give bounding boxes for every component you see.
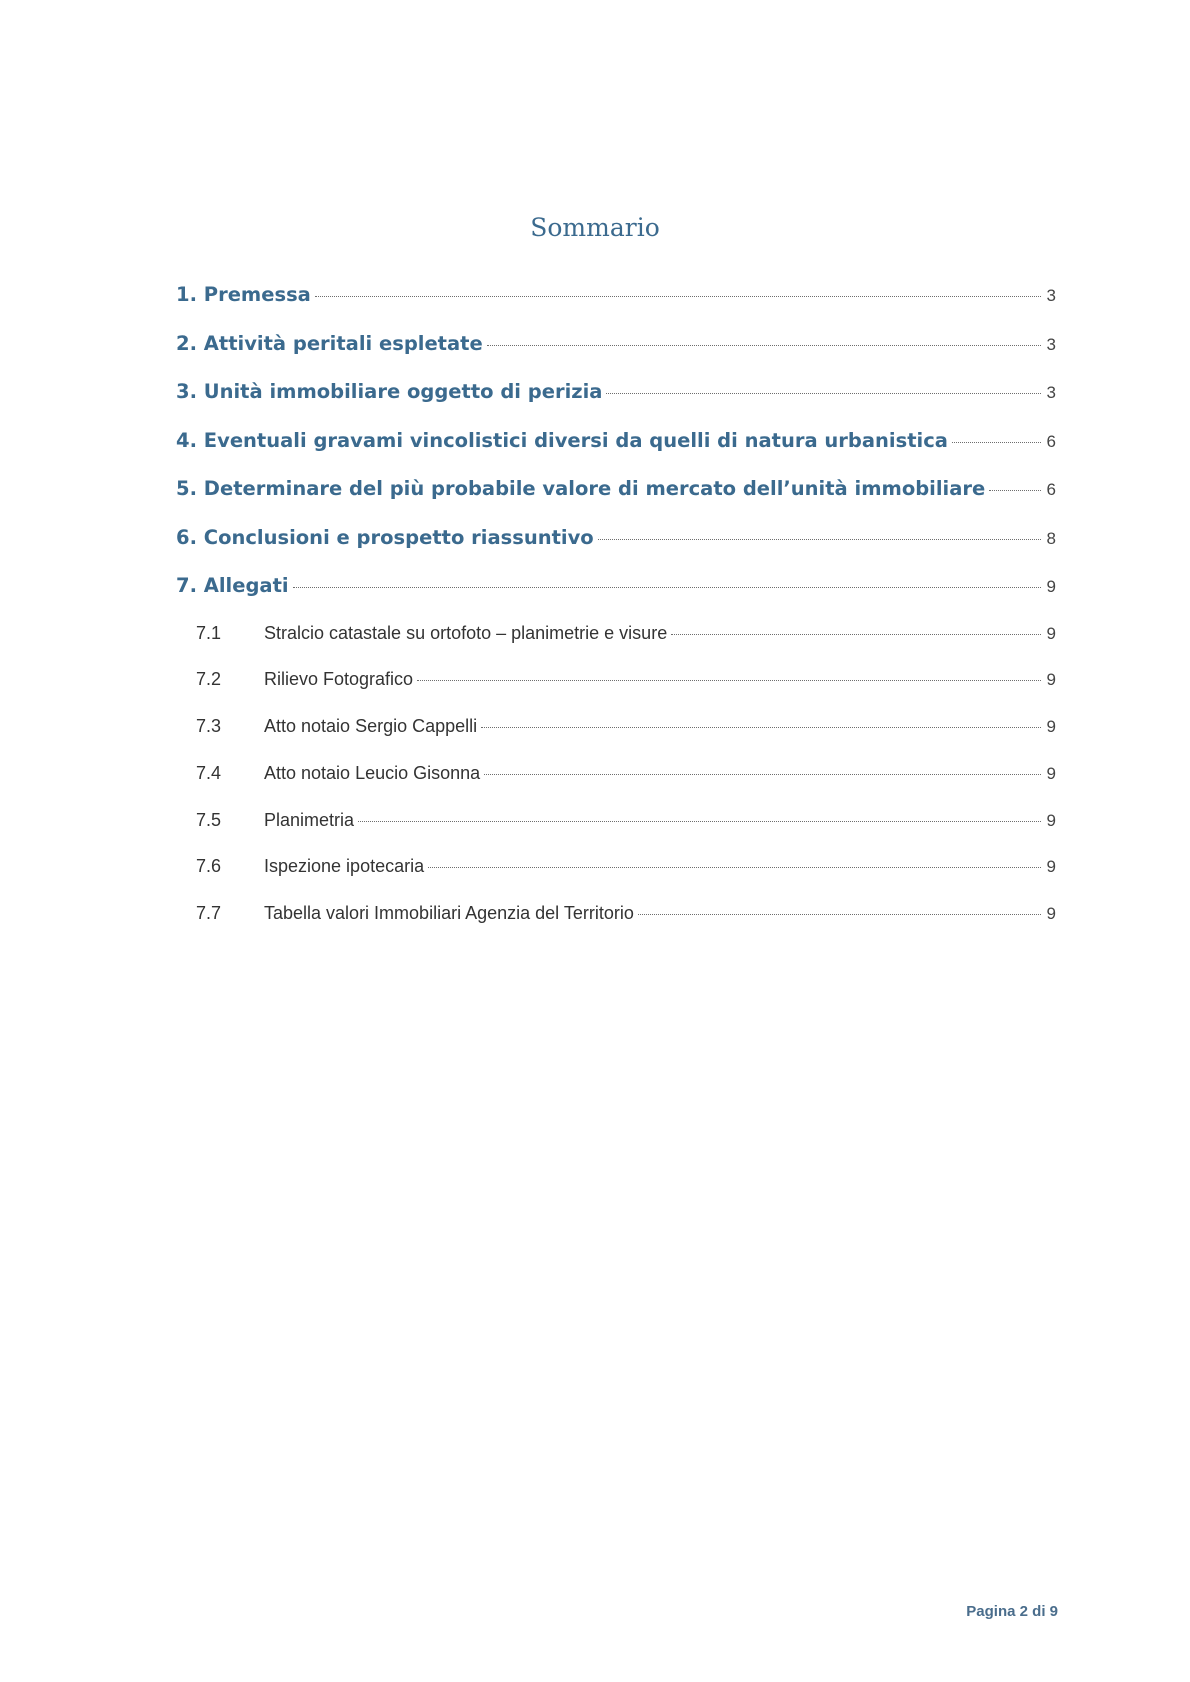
toc-subentry-number: 7.6 xyxy=(196,856,222,877)
dot-leader xyxy=(952,442,1041,443)
toc-subentry-label: Rilievo Fotografico xyxy=(264,669,414,690)
dot-leader xyxy=(428,867,1041,868)
toc-page-number: 3 xyxy=(1046,334,1056,354)
toc-subentry-rilievo-fotografico[interactable] xyxy=(176,669,1056,716)
toc-subentry-label: Atto notaio Leucio Gisonna xyxy=(264,762,481,783)
toc-subentry-label: Planimetria xyxy=(264,809,355,830)
dot-leader xyxy=(606,393,1041,394)
toc-entry-conclusioni[interactable] xyxy=(176,526,1056,575)
toc-entry-label: 6. Conclusioni e prospetto riassuntivo xyxy=(176,525,594,549)
dot-leader xyxy=(315,296,1041,297)
dot-leader xyxy=(598,539,1041,540)
toc-page-number: 8 xyxy=(1046,528,1056,548)
table-of-contents xyxy=(176,283,1056,950)
toc-page-number: 6 xyxy=(1046,480,1056,499)
toc-subentry-tabella-valori[interactable] xyxy=(176,903,1056,950)
toc-subentry-label: Ispezione ipotecaria xyxy=(264,856,425,877)
dot-leader xyxy=(293,587,1041,588)
toc-subentry-label: Atto notaio Sergio Cappelli xyxy=(264,716,478,737)
toc-entry-label: 2. Attività peritali espletate xyxy=(176,331,483,355)
dot-leader xyxy=(671,634,1041,635)
dot-leader xyxy=(638,914,1041,915)
toc-page-number: 3 xyxy=(1046,383,1056,402)
toc-subentry-ispezione-ipotecaria[interactable] xyxy=(176,856,1056,903)
toc-entry-label: 4. Eventuali gravami vincolistici diversi da quelli di natura urbanistica xyxy=(176,428,948,452)
toc-page-number: 9 xyxy=(1046,857,1056,877)
toc-entry-allegati[interactable] xyxy=(176,574,1056,623)
toc-page-number: 9 xyxy=(1046,577,1056,596)
toc-subentry-atto-cappelli[interactable] xyxy=(176,716,1056,763)
toc-entry-label: 7. Allegati xyxy=(176,574,289,597)
toc-page-number: 3 xyxy=(1046,286,1056,305)
toc-entry-label: 3. Unità immobiliare oggetto di perizia xyxy=(176,380,603,403)
toc-subentry-number: 7.1 xyxy=(196,622,222,643)
toc-page-number: 9 xyxy=(1046,763,1056,783)
toc-page-number: 9 xyxy=(1046,623,1056,643)
toc-subentry-number: 7.2 xyxy=(196,669,222,690)
toc-subentry-label: Stralcio catastale su ortofoto – planimetrie e visure xyxy=(264,622,668,643)
dot-leader xyxy=(358,821,1041,822)
toc-entry-label: 5. Determinare del più probabile valore di mercato dell’unità immobiliare xyxy=(176,477,986,500)
page-footer: Pagina 2 di 9 xyxy=(966,1603,1058,1620)
toc-entry-label: 1. Premessa xyxy=(176,283,311,306)
dot-leader xyxy=(487,345,1041,346)
dot-leader xyxy=(417,680,1041,681)
toc-subentry-stralcio-catastale[interactable] xyxy=(176,623,1056,670)
toc-subentry-atto-gisonna[interactable] xyxy=(176,763,1056,810)
toc-page-number: 9 xyxy=(1046,904,1056,924)
toc-page-number: 6 xyxy=(1046,431,1056,451)
toc-entry-attivita-peritali[interactable] xyxy=(176,332,1056,381)
toc-subentry-number: 7.7 xyxy=(196,903,222,924)
toc-entry-unita-immobiliare[interactable] xyxy=(176,380,1056,429)
page-title: Sommario xyxy=(530,213,660,242)
toc-subentry-planimetria[interactable] xyxy=(176,810,1056,857)
toc-entry-premessa[interactable] xyxy=(176,283,1056,332)
toc-page-number: 9 xyxy=(1046,717,1056,737)
toc-subentry-number: 7.3 xyxy=(196,716,222,737)
dot-leader xyxy=(484,774,1041,775)
toc-page-number: 9 xyxy=(1046,670,1056,690)
toc-entry-valore-mercato[interactable] xyxy=(176,477,1056,526)
toc-subentry-number: 7.5 xyxy=(196,809,222,830)
toc-entry-gravami[interactable] xyxy=(176,429,1056,478)
toc-subentry-label: Tabella valori Immobiliari Agenzia del Territorio xyxy=(264,903,634,924)
toc-subentry-number: 7.4 xyxy=(196,762,222,783)
dot-leader xyxy=(481,727,1041,728)
toc-page-number: 9 xyxy=(1046,810,1056,830)
dot-leader xyxy=(989,490,1041,491)
